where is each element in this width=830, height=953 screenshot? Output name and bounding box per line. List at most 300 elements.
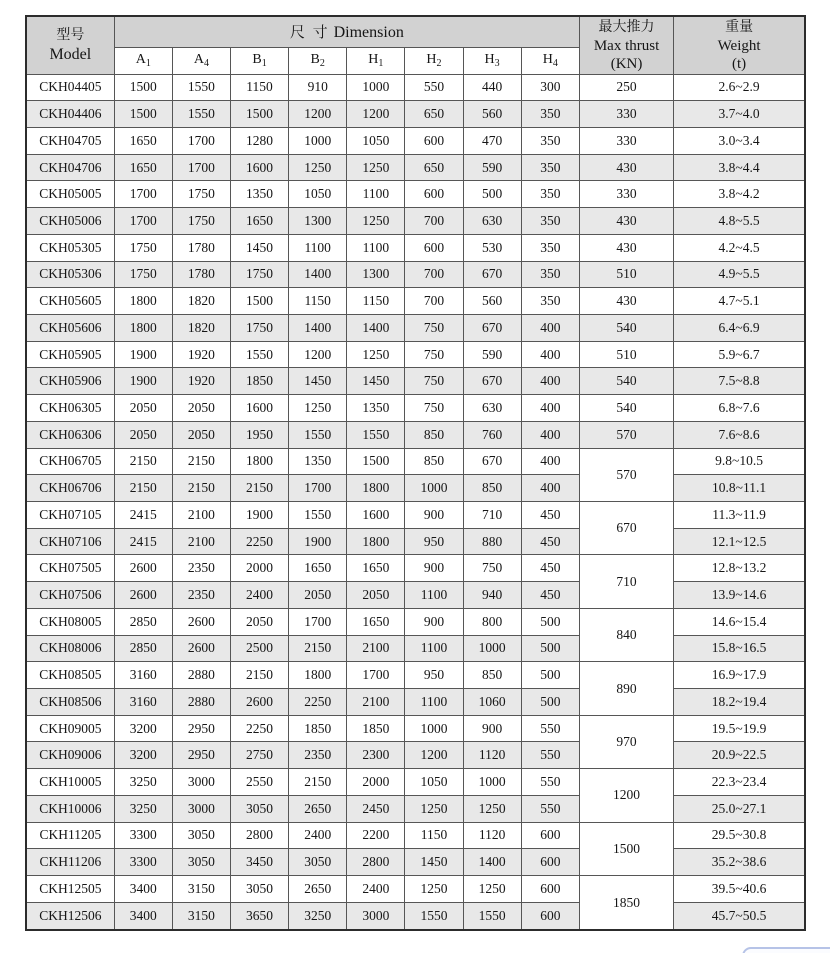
model-cell: CKH07506: [26, 582, 114, 609]
dimension-cell-a4: 1550: [172, 101, 230, 128]
dimension-cell-h3: 590: [463, 341, 521, 368]
model-cell: CKH08006: [26, 635, 114, 662]
dimension-cell-h3: 1000: [463, 769, 521, 796]
max-thrust-cell: 330: [579, 127, 673, 154]
dimension-cell-b1: 2150: [230, 475, 288, 502]
dimension-cell-b2: 1200: [289, 101, 347, 128]
dimension-cell-a4: 2950: [172, 715, 230, 742]
dimension-cell-b1: 1750: [230, 314, 288, 341]
max-thrust-cell: 1500: [579, 822, 673, 875]
model-cell: CKH05005: [26, 181, 114, 208]
dimension-cell-h2: 950: [405, 662, 463, 689]
dimension-cell-a1: 1750: [114, 234, 172, 261]
dimension-cell-b1: 2000: [230, 555, 288, 582]
dimension-cell-a4: 3150: [172, 902, 230, 930]
dimension-cell-h2: 550: [405, 74, 463, 101]
dimension-cell-h4: 450: [521, 502, 579, 529]
dimension-cell-h3: 1000: [463, 635, 521, 662]
model-cell: CKH08505: [26, 662, 114, 689]
table-row: [26, 74, 805, 101]
max-thrust-cell: 570: [579, 448, 673, 501]
weight-cell: 16.9~17.9: [674, 662, 805, 689]
dimension-cell-h4: 400: [521, 395, 579, 422]
dimension-cell-a1: 1650: [114, 127, 172, 154]
table-row: [26, 608, 805, 635]
dimension-cell-h1: 1250: [347, 341, 405, 368]
dimension-cell-b2: 2400: [289, 822, 347, 849]
model-cell: CKH05606: [26, 314, 114, 341]
dimension-cell-b1: 2550: [230, 769, 288, 796]
model-cell: CKH07105: [26, 502, 114, 529]
dimension-cell-a4: 3050: [172, 849, 230, 876]
dimension-cell-b2: 1200: [289, 341, 347, 368]
dimension-cell-a4: 2150: [172, 448, 230, 475]
max-thrust-cell: 510: [579, 261, 673, 288]
dimension-cell-h3: 750: [463, 555, 521, 582]
weight-cell: 4.8~5.5: [674, 208, 805, 235]
dimension-cell-a1: 3200: [114, 715, 172, 742]
table-row: [26, 902, 805, 930]
dimension-cell-a1: 3160: [114, 689, 172, 716]
table-body: [26, 74, 805, 930]
weight-cell: 4.9~5.5: [674, 261, 805, 288]
table-row: [26, 795, 805, 822]
dimension-cell-h2: 600: [405, 234, 463, 261]
dimension-cell-a4: 1780: [172, 261, 230, 288]
col-header-h4: $H_4$: [521, 47, 579, 74]
model-cell: CKH06705: [26, 448, 114, 475]
dimension-cell-h3: 1250: [463, 876, 521, 903]
dimension-cell-b2: 1350: [289, 448, 347, 475]
model-cell: CKH09005: [26, 715, 114, 742]
dimension-cell-a1: 3400: [114, 902, 172, 930]
dimension-cell-h4: 350: [521, 181, 579, 208]
max-thrust-cell: 430: [579, 154, 673, 181]
max-thrust-cell: 250: [579, 74, 673, 101]
dimension-cell-h4: 450: [521, 555, 579, 582]
dimension-cell-b2: 1450: [289, 368, 347, 395]
model-cell: CKH04406: [26, 101, 114, 128]
dimension-cell-b1: 1600: [230, 154, 288, 181]
dimension-cell-h2: 1550: [405, 902, 463, 930]
table-row: [26, 715, 805, 742]
dimension-cell-a1: 1700: [114, 181, 172, 208]
dimension-cell-b1: 1750: [230, 261, 288, 288]
model-cell: CKH06305: [26, 395, 114, 422]
weight-header-en: Weight: [717, 37, 761, 54]
dimension-cell-a4: 2350: [172, 555, 230, 582]
weight-cell: 6.8~7.6: [674, 395, 805, 422]
col-header-a4: $A_4$: [172, 47, 230, 74]
dimension-cell-h3: 940: [463, 582, 521, 609]
dimension-cell-h3: 440: [463, 74, 521, 101]
table-row: [26, 341, 805, 368]
dimension-cell-a4: 1700: [172, 127, 230, 154]
model-cell: CKH10005: [26, 769, 114, 796]
dimension-cell-a4: 3050: [172, 822, 230, 849]
table-row: [26, 181, 805, 208]
dimension-cell-a1: 1700: [114, 208, 172, 235]
dimension-cell-h1: 1200: [347, 101, 405, 128]
dimension-cell-h2: 1050: [405, 769, 463, 796]
dimension-cell-h3: 670: [463, 261, 521, 288]
weight-cell: 3.0~3.4: [674, 127, 805, 154]
dimension-cell-h2: 900: [405, 608, 463, 635]
dimension-cell-h2: 1250: [405, 876, 463, 903]
weight-cell: 5.9~6.7: [674, 341, 805, 368]
model-header-en: Model: [49, 45, 92, 63]
dimension-cell-h4: 600: [521, 822, 579, 849]
dimension-cell-a4: 1550: [172, 74, 230, 101]
table-row: [26, 769, 805, 796]
dimension-cell-h1: 1450: [347, 368, 405, 395]
dimension-cell-h3: 710: [463, 502, 521, 529]
max-thrust-cell: 430: [579, 208, 673, 235]
dimension-cell-h4: 350: [521, 208, 579, 235]
weight-cell: 35.2~38.6: [674, 849, 805, 876]
dimension-cell-h3: 800: [463, 608, 521, 635]
dimension-cell-b1: 1900: [230, 502, 288, 529]
dimension-cell-a1: 2050: [114, 421, 172, 448]
dimension-cell-h4: 550: [521, 742, 579, 769]
dimension-cell-a4: 2100: [172, 528, 230, 555]
max-thrust-cell: 670: [579, 502, 673, 555]
dimension-cell-a1: 2050: [114, 395, 172, 422]
dimension-cell-h1: 2450: [347, 795, 405, 822]
dimension-cell-h1: 1600: [347, 502, 405, 529]
table-row: [26, 555, 805, 582]
dimension-cell-h1: 1800: [347, 528, 405, 555]
dimension-cell-h3: 900: [463, 715, 521, 742]
dimension-cell-a1: 3250: [114, 795, 172, 822]
dimension-cell-b1: 2800: [230, 822, 288, 849]
dimension-cell-a1: 3400: [114, 876, 172, 903]
dimension-cell-b2: 1050: [289, 181, 347, 208]
model-cell: CKH04405: [26, 74, 114, 101]
dimension-cell-b1: 1850: [230, 368, 288, 395]
dimension-cell-h1: 1050: [347, 127, 405, 154]
weight-cell: 9.8~10.5: [674, 448, 805, 475]
dimension-cell-h1: 1150: [347, 288, 405, 315]
dimension-cell-h2: 1000: [405, 715, 463, 742]
dimension-cell-b1: 1950: [230, 421, 288, 448]
dimension-cell-h3: 630: [463, 395, 521, 422]
dimension-cell-h1: 1800: [347, 475, 405, 502]
dimension-cell-h3: 560: [463, 101, 521, 128]
dimension-header-zh: 尺 寸: [289, 25, 330, 42]
dimension-cell-h4: 300: [521, 74, 579, 101]
dimension-cell-b2: 1400: [289, 314, 347, 341]
model-cell: CKH12506: [26, 902, 114, 930]
dimension-cell-b1: 1500: [230, 101, 288, 128]
weight-cell: 11.3~11.9: [674, 502, 805, 529]
dimension-cell-a1: 2150: [114, 448, 172, 475]
weight-cell: 7.6~8.6: [674, 421, 805, 448]
model-cell: CKH08506: [26, 689, 114, 716]
dimension-cell-h4: 400: [521, 475, 579, 502]
weight-cell: 7.5~8.8: [674, 368, 805, 395]
dimension-cell-h2: 700: [405, 208, 463, 235]
dimension-cell-b1: 2250: [230, 528, 288, 555]
dimension-cell-a1: 2415: [114, 502, 172, 529]
model-cell: CKH11205: [26, 822, 114, 849]
table-row: [26, 395, 805, 422]
dimension-cell-a4: 2950: [172, 742, 230, 769]
max-thrust-cell: 890: [579, 662, 673, 715]
dimension-cell-h2: 650: [405, 101, 463, 128]
dimension-cell-a1: 3160: [114, 662, 172, 689]
dimension-cell-h1: 2100: [347, 689, 405, 716]
dimension-cell-h4: 550: [521, 769, 579, 796]
dimension-cell-a1: 3250: [114, 769, 172, 796]
max-thrust-cell: 330: [579, 101, 673, 128]
dimension-cell-a1: 1900: [114, 341, 172, 368]
dimension-cell-h2: 1200: [405, 742, 463, 769]
dimension-cell-b1: 3450: [230, 849, 288, 876]
table-row: [26, 208, 805, 235]
model-cell: CKH10006: [26, 795, 114, 822]
dimension-cell-b2: 1800: [289, 662, 347, 689]
dimension-cell-h1: 1350: [347, 395, 405, 422]
table-row: [26, 849, 805, 876]
dimension-cell-a4: 1820: [172, 314, 230, 341]
dimension-cell-h2: 1150: [405, 822, 463, 849]
dimension-cell-h1: 1300: [347, 261, 405, 288]
dimension-cell-b2: 1550: [289, 421, 347, 448]
max-thrust-cell: 540: [579, 314, 673, 341]
max-thrust-cell: 570: [579, 421, 673, 448]
dimension-cell-a4: 1820: [172, 288, 230, 315]
dimension-cell-a1: 2150: [114, 475, 172, 502]
weight-cell: 4.2~4.5: [674, 234, 805, 261]
dimension-cell-h4: 600: [521, 902, 579, 930]
dimension-cell-h1: 1550: [347, 421, 405, 448]
dimension-cell-b2: 1250: [289, 395, 347, 422]
dimension-cell-b1: 2750: [230, 742, 288, 769]
dimension-cell-a4: 1780: [172, 234, 230, 261]
dimension-cell-b2: 1700: [289, 475, 347, 502]
col-header-h3: $H_3$: [463, 47, 521, 74]
dimension-cell-b2: 1000: [289, 127, 347, 154]
dimension-cell-h2: 900: [405, 555, 463, 582]
dimension-cell-h4: 350: [521, 261, 579, 288]
weight-cell: 13.9~14.6: [674, 582, 805, 609]
dimension-cell-a4: 2350: [172, 582, 230, 609]
weight-cell: 14.6~15.4: [674, 608, 805, 635]
dimension-cell-b2: 1250: [289, 154, 347, 181]
dimension-cell-h1: 1650: [347, 555, 405, 582]
table-row: [26, 127, 805, 154]
dimension-cell-a4: 2880: [172, 689, 230, 716]
dimension-cell-b2: 2250: [289, 689, 347, 716]
dimension-cell-h3: 1550: [463, 902, 521, 930]
dimension-cell-h2: 1100: [405, 635, 463, 662]
max-thrust-cell: 430: [579, 234, 673, 261]
dimension-cell-b2: 910: [289, 74, 347, 101]
dimension-cell-h4: 350: [521, 154, 579, 181]
dimension-cell-h4: 500: [521, 689, 579, 716]
max-thrust-cell: 1850: [579, 876, 673, 930]
dimension-cell-b1: 2050: [230, 608, 288, 635]
col-header-a1: $A_1$: [114, 47, 172, 74]
dimension-cell-h2: 900: [405, 502, 463, 529]
col-header-h1: $H_1$: [347, 47, 405, 74]
weight-cell: 10.8~11.1: [674, 475, 805, 502]
model-cell: CKH04705: [26, 127, 114, 154]
dimension-cell-a1: 2600: [114, 555, 172, 582]
dimension-cell-h3: 470: [463, 127, 521, 154]
dimension-cell-a1: 1900: [114, 368, 172, 395]
model-cell: CKH05905: [26, 341, 114, 368]
dimension-cell-h2: 1000: [405, 475, 463, 502]
max-thrust-cell: 970: [579, 715, 673, 768]
dimension-cell-h3: 850: [463, 475, 521, 502]
dimension-cell-b1: 2600: [230, 689, 288, 716]
dimension-cell-a4: 3000: [172, 769, 230, 796]
spec-table: [25, 15, 806, 931]
dimension-cell-h1: 2300: [347, 742, 405, 769]
max-thrust-cell: 430: [579, 288, 673, 315]
table-header: [26, 16, 805, 74]
dimension-cell-a1: 1800: [114, 314, 172, 341]
model-cell: CKH05006: [26, 208, 114, 235]
dimension-cell-b1: 1650: [230, 208, 288, 235]
model-cell: CKH05906: [26, 368, 114, 395]
dimension-cell-b2: 2050: [289, 582, 347, 609]
dimension-cell-b2: 1150: [289, 288, 347, 315]
dimension-cell-a4: 1750: [172, 208, 230, 235]
dimension-cell-h1: 1250: [347, 208, 405, 235]
model-cell: CKH07106: [26, 528, 114, 555]
dimension-cell-h2: 850: [405, 448, 463, 475]
dimension-cell-b1: 1450: [230, 234, 288, 261]
model-cell: CKH12505: [26, 876, 114, 903]
dimension-cell-a1: 3200: [114, 742, 172, 769]
dimension-cell-b2: 1300: [289, 208, 347, 235]
table-row: [26, 528, 805, 555]
table-row: [26, 314, 805, 341]
dimension-cell-h4: 550: [521, 795, 579, 822]
max-thrust-header-zh: 最大推力: [598, 19, 655, 35]
dimension-cell-h3: 500: [463, 181, 521, 208]
dimension-cell-a1: 3300: [114, 822, 172, 849]
table-row: [26, 154, 805, 181]
dimension-cell-h2: 1100: [405, 689, 463, 716]
dimension-cell-b2: 2650: [289, 876, 347, 903]
table-row: [26, 876, 805, 903]
dimension-cell-h2: 1100: [405, 582, 463, 609]
dimension-cell-a4: 3150: [172, 876, 230, 903]
dimension-cell-h4: 450: [521, 528, 579, 555]
dimension-cell-h1: 1100: [347, 234, 405, 261]
dimension-column-header: [114, 16, 579, 47]
table-row: [26, 502, 805, 529]
table-row: [26, 368, 805, 395]
dimension-cell-a1: 2850: [114, 608, 172, 635]
partial-button[interactable]: [742, 947, 830, 953]
dimension-cell-b1: 1500: [230, 288, 288, 315]
model-cell: CKH05605: [26, 288, 114, 315]
dimension-cell-b1: 2250: [230, 715, 288, 742]
dimension-cell-h2: 750: [405, 314, 463, 341]
dimension-cell-h2: 600: [405, 127, 463, 154]
dimension-cell-h4: 450: [521, 582, 579, 609]
dimension-cell-b1: 1550: [230, 341, 288, 368]
max-thrust-cell: 1200: [579, 769, 673, 822]
dimension-cell-a4: 2600: [172, 635, 230, 662]
dimension-cell-h3: 670: [463, 448, 521, 475]
dimension-cell-b1: 3050: [230, 876, 288, 903]
dimension-cell-h2: 850: [405, 421, 463, 448]
dimension-cell-h1: 1400: [347, 314, 405, 341]
table-row: [26, 742, 805, 769]
model-cell: CKH08005: [26, 608, 114, 635]
dimension-cell-h3: 670: [463, 314, 521, 341]
dimension-cell-b1: 1150: [230, 74, 288, 101]
dimension-cell-h1: 3000: [347, 902, 405, 930]
dimension-cell-h1: 1250: [347, 154, 405, 181]
dimension-cell-a1: 1500: [114, 101, 172, 128]
dimension-cell-b2: 1700: [289, 608, 347, 635]
model-cell: CKH05306: [26, 261, 114, 288]
dimension-cell-h3: 1400: [463, 849, 521, 876]
table-row: [26, 448, 805, 475]
dimension-cell-a1: 2600: [114, 582, 172, 609]
dimension-cell-a4: 2050: [172, 395, 230, 422]
max-thrust-column-header: [579, 16, 673, 74]
dimension-cell-h3: 880: [463, 528, 521, 555]
model-column-header: [26, 16, 114, 74]
dimension-cell-h1: 2800: [347, 849, 405, 876]
dimension-cell-a1: 2415: [114, 528, 172, 555]
max-thrust-cell: 540: [579, 395, 673, 422]
dimension-cell-b2: 1650: [289, 555, 347, 582]
dimension-cell-h2: 600: [405, 181, 463, 208]
dimension-cell-b1: 2150: [230, 662, 288, 689]
dimension-cell-b1: 3650: [230, 902, 288, 930]
dimension-cell-h2: 700: [405, 261, 463, 288]
dimension-cell-a4: 2150: [172, 475, 230, 502]
dimension-cell-h1: 1700: [347, 662, 405, 689]
dimension-cell-h1: 1500: [347, 448, 405, 475]
dimension-cell-h2: 750: [405, 368, 463, 395]
dimension-cell-a1: 1750: [114, 261, 172, 288]
table-row: [26, 689, 805, 716]
dimension-cell-h3: 630: [463, 208, 521, 235]
weight-cell: 19.5~19.9: [674, 715, 805, 742]
weight-cell: 12.1~12.5: [674, 528, 805, 555]
model-cell: CKH07505: [26, 555, 114, 582]
dimension-cell-h4: 600: [521, 849, 579, 876]
weight-cell: 29.5~30.8: [674, 822, 805, 849]
dimension-cell-b1: 1350: [230, 181, 288, 208]
col-header-h2: $H_2$: [405, 47, 463, 74]
max-thrust-header-unit: (KN): [610, 55, 643, 72]
max-thrust-cell: 330: [579, 181, 673, 208]
dimension-cell-h2: 750: [405, 341, 463, 368]
dimension-header-en: Dimension: [333, 24, 404, 42]
dimension-cell-a4: 1700: [172, 154, 230, 181]
dimension-cell-h4: 400: [521, 341, 579, 368]
dimension-cell-b1: 1280: [230, 127, 288, 154]
dimension-cell-h4: 500: [521, 608, 579, 635]
dimension-cell-h4: 400: [521, 368, 579, 395]
dimension-cell-h1: 2200: [347, 822, 405, 849]
dimension-cell-h1: 2100: [347, 635, 405, 662]
dimension-cell-h2: 1250: [405, 795, 463, 822]
dimension-cell-b2: 2350: [289, 742, 347, 769]
model-cell: CKH05305: [26, 234, 114, 261]
